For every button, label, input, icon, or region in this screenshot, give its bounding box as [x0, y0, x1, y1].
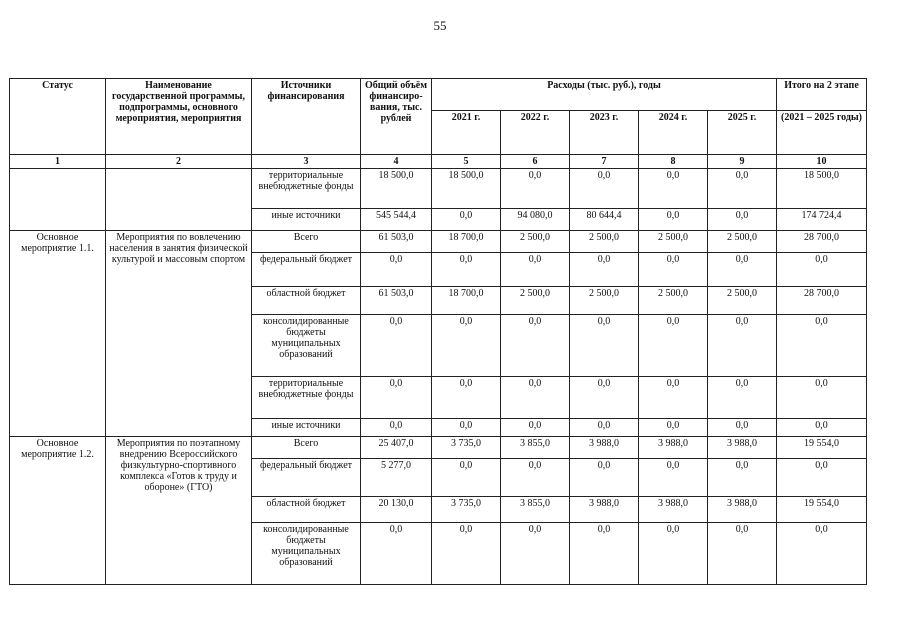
value-cell: 3 988,0 [639, 437, 708, 459]
value-cell: 0,0 [708, 209, 777, 231]
value-cell: 0,0 [777, 377, 867, 419]
value-cell: 0,0 [432, 523, 501, 585]
source-cell: Всего [252, 437, 361, 459]
header-status: Статус [10, 79, 106, 155]
value-cell: 18 500,0 [432, 169, 501, 209]
value-cell: 0,0 [639, 209, 708, 231]
value-cell: 0,0 [432, 377, 501, 419]
value-cell: 0,0 [432, 209, 501, 231]
header-name: Наименование государственной программы, подпрограммы, основного мероприятия, мероприятия [106, 79, 252, 155]
value-cell: 0,0 [570, 315, 639, 377]
column-number: 4 [361, 155, 432, 169]
value-cell: 0,0 [639, 169, 708, 209]
value-cell: 0,0 [777, 419, 867, 437]
value-cell: 80 644,4 [570, 209, 639, 231]
value-cell: 0,0 [501, 253, 570, 287]
source-cell: территориальные внебюджетные фонды [252, 169, 361, 209]
value-cell: 0,0 [708, 419, 777, 437]
value-cell: 2 500,0 [708, 231, 777, 253]
value-cell: 2 500,0 [708, 287, 777, 315]
source-cell: областной бюджет [252, 287, 361, 315]
value-cell: 0,0 [708, 253, 777, 287]
value-cell: 3 988,0 [708, 437, 777, 459]
value-cell: 0,0 [570, 253, 639, 287]
header-stage-total: Итого на 2 этапе [777, 79, 867, 111]
value-cell: 0,0 [777, 459, 867, 497]
value-cell: 28 700,0 [777, 231, 867, 253]
source-cell: иные источники [252, 209, 361, 231]
source-cell: консолидированные бюджеты муниципальных образований [252, 523, 361, 585]
header-source: Источники финансирования [252, 79, 361, 155]
value-cell: 0,0 [432, 419, 501, 437]
column-number: 2 [106, 155, 252, 169]
value-cell: 0,0 [361, 377, 432, 419]
value-cell: 0,0 [432, 253, 501, 287]
budget-table [9, 78, 867, 585]
source-cell: Всего [252, 231, 361, 253]
group-measure-1-2 [10, 437, 867, 585]
table-row [10, 437, 867, 459]
value-cell: 18 700,0 [432, 287, 501, 315]
value-cell: 0,0 [708, 169, 777, 209]
value-cell: 61 503,0 [361, 231, 432, 253]
value-cell: 19 554,0 [777, 437, 867, 459]
value-cell: 0,0 [708, 459, 777, 497]
value-cell: 5 277,0 [361, 459, 432, 497]
value-cell: 19 554,0 [777, 497, 867, 523]
value-cell: 0,0 [570, 377, 639, 419]
value-cell: 0,0 [777, 253, 867, 287]
source-cell: иные источники [252, 419, 361, 437]
value-cell: 18 500,0 [361, 169, 432, 209]
value-cell: 0,0 [501, 377, 570, 419]
value-cell: 0,0 [361, 523, 432, 585]
value-cell: 3 735,0 [432, 437, 501, 459]
measure-name-cell: Мероприятия по поэтапному внедрению Всероссийского физкультурно-спортивного комплекса «Готов к труду и обороне» (ГТО) [106, 437, 252, 585]
column-number: 10 [777, 155, 867, 169]
source-cell: федеральный бюджет [252, 253, 361, 287]
value-cell: 3 735,0 [432, 497, 501, 523]
value-cell: 0,0 [777, 523, 867, 585]
group-measure-1-1 [10, 231, 867, 437]
column-number: 6 [501, 155, 570, 169]
page-number: 55 [433, 18, 447, 33]
value-cell: 2 500,0 [501, 287, 570, 315]
value-cell: 0,0 [570, 459, 639, 497]
name-cell-empty [106, 169, 252, 231]
measure-name-cell: Мероприятия по вовлечению населения в занятия физической культурой и массовым спортом [106, 231, 252, 437]
value-cell: 0,0 [570, 523, 639, 585]
value-cell: 174 724,4 [777, 209, 867, 231]
source-cell: консолидированные бюджеты муниципальных образований [252, 315, 361, 377]
value-cell: 0,0 [639, 459, 708, 497]
source-cell: федеральный бюджет [252, 459, 361, 497]
value-cell: 0,0 [570, 419, 639, 437]
value-cell: 0,0 [708, 523, 777, 585]
value-cell: 0,0 [501, 523, 570, 585]
value-cell: 0,0 [432, 459, 501, 497]
value-cell: 0,0 [361, 315, 432, 377]
header-total: Общий объём финансиро-вания, тыс. рублей [361, 79, 432, 155]
value-cell: 0,0 [639, 419, 708, 437]
value-cell: 3 855,0 [501, 437, 570, 459]
value-cell: 2 500,0 [570, 231, 639, 253]
column-number: 5 [432, 155, 501, 169]
header-year: 2024 г. [639, 111, 708, 155]
column-number: 7 [570, 155, 639, 169]
header-year: 2023 г. [570, 111, 639, 155]
value-cell: 94 080,0 [501, 209, 570, 231]
value-cell: 3 988,0 [570, 497, 639, 523]
value-cell: 0,0 [708, 315, 777, 377]
header-year: 2025 г. [708, 111, 777, 155]
value-cell: 0,0 [501, 169, 570, 209]
value-cell: 3 988,0 [639, 497, 708, 523]
status-cell-empty [10, 169, 106, 231]
column-number: 3 [252, 155, 361, 169]
header-year: 2021 г. [432, 111, 501, 155]
value-cell: 0,0 [501, 459, 570, 497]
table-row [10, 169, 867, 209]
value-cell: 0,0 [501, 315, 570, 377]
column-number: 9 [708, 155, 777, 169]
table-row [10, 231, 867, 253]
value-cell: 28 700,0 [777, 287, 867, 315]
value-cell: 0,0 [708, 377, 777, 419]
value-cell: 2 500,0 [570, 287, 639, 315]
value-cell: 0,0 [777, 315, 867, 377]
value-cell: 0,0 [361, 253, 432, 287]
value-cell: 61 503,0 [361, 287, 432, 315]
value-cell: 2 500,0 [639, 231, 708, 253]
value-cell: 20 130,0 [361, 497, 432, 523]
value-cell: 3 988,0 [708, 497, 777, 523]
value-cell: 0,0 [639, 377, 708, 419]
value-cell: 0,0 [361, 419, 432, 437]
value-cell: 3 988,0 [570, 437, 639, 459]
value-cell: 0,0 [639, 253, 708, 287]
value-cell: 2 500,0 [501, 231, 570, 253]
column-number: 1 [10, 155, 106, 169]
value-cell: 3 855,0 [501, 497, 570, 523]
value-cell: 25 407,0 [361, 437, 432, 459]
status-cell: Основное мероприятие 1.2. [10, 437, 106, 585]
source-cell: областной бюджет [252, 497, 361, 523]
value-cell: 0,0 [639, 523, 708, 585]
value-cell: 18 500,0 [777, 169, 867, 209]
column-number: 8 [639, 155, 708, 169]
header-expenses: Расходы (тыс. руб.), годы [432, 79, 777, 111]
value-cell: 0,0 [639, 315, 708, 377]
table-header [10, 79, 867, 169]
value-cell: 545 544,4 [361, 209, 432, 231]
value-cell: 0,0 [570, 169, 639, 209]
value-cell: 2 500,0 [639, 287, 708, 315]
header-year: 2022 г. [501, 111, 570, 155]
group-continuation [10, 169, 867, 231]
value-cell: 0,0 [501, 419, 570, 437]
source-cell: территориальные внебюджетные фонды [252, 377, 361, 419]
value-cell: 0,0 [432, 315, 501, 377]
header-stage-range: (2021 – 2025 годы) [777, 111, 867, 155]
status-cell: Основное мероприятие 1.1. [10, 231, 106, 437]
value-cell: 18 700,0 [432, 231, 501, 253]
